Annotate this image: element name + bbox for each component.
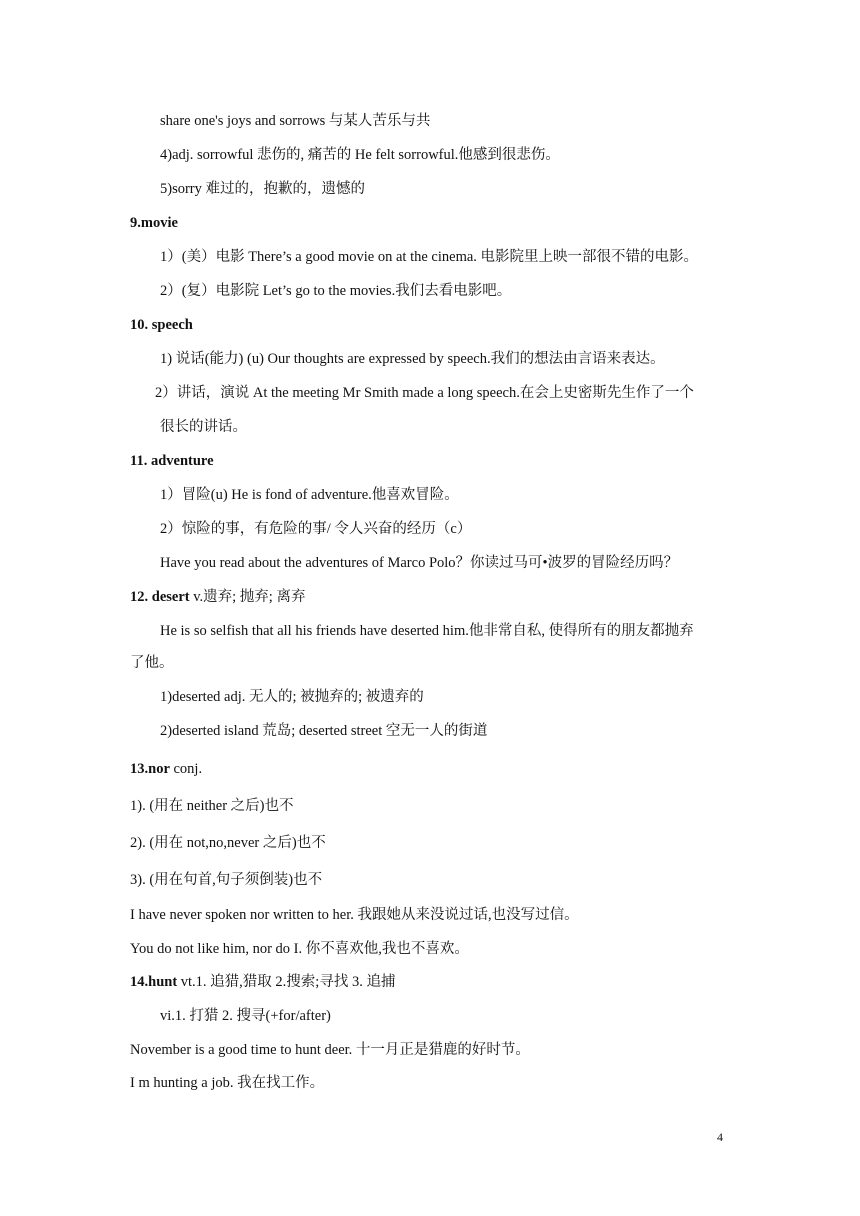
text-line: 1）冒险(u) He is fond of adventure.他喜欢冒险。 [160, 487, 459, 503]
text-line: 了他。 [130, 655, 174, 671]
text-line: vi.1. 打猎 2. 搜寻(+for/after) [160, 1008, 331, 1024]
text-line: 1）(美）电影 There’s a good movie on at the cinema. 电影院里上映一部很不错的电影。 [160, 249, 699, 265]
text-line: 2). (用在 not,no,never 之后)也不 [130, 835, 326, 851]
page-number: 4 [717, 1130, 723, 1144]
entry-heading: 9.movie [130, 215, 178, 231]
text-line: 5)sorry 难过的，抱歉的，遗憾的 [160, 181, 366, 197]
entry-heading: 12. desert v.遗弃; 抛弃; 离弃 [130, 589, 306, 605]
text-line: 很长的讲话。 [160, 419, 247, 435]
text-line: 2）讲话，演说 At the meeting Mr Smith made a long speech.在会上史密斯先生作了一个 [155, 385, 694, 401]
text-line: November is a good time to hunt deer. 十一月正是猎鹿的好时节。 [130, 1042, 530, 1058]
text-line: 3). (用在句首,句子须倒装)也不 [130, 872, 323, 888]
text-line: 1). (用在 neither 之后)也不 [130, 798, 294, 814]
text-line: Have you read about the adventures of Marco Polo？你读过马可•波罗的冒险经历吗？ [160, 555, 679, 571]
text-line: share one's joys and sorrows 与某人苦乐与共 [160, 113, 431, 129]
text-line: I m hunting a job. 我在找工作。 [130, 1075, 325, 1091]
text-line: 1) 说话(能力) (u) Our thoughts are expressed by speech.我们的想法由言语来表达。 [160, 351, 665, 367]
entry-heading: 10. speech [130, 317, 193, 333]
text-line: 2）(复）电影院 Let’s go to the movies.我们去看电影吧。 [160, 283, 512, 299]
text-line: You do not like him, nor do I. 你不喜欢他,我也不喜欢。 [130, 941, 469, 957]
entry-heading: 11. adventure [130, 453, 214, 469]
text-line: I have never spoken nor written to her. 我跟她从来没说过话,也没写过信。 [130, 907, 579, 923]
entry-heading: 13.nor conj. [130, 761, 203, 777]
entry-heading: 14.hunt vt.1. 追猎,猎取 2.搜索;寻找 3. 追捕 [130, 974, 396, 990]
text-line: He is so selfish that all his friends have deserted him.他非常自私, 使得所有的朋友都抛弃 [160, 623, 694, 639]
text-line: 4)adj. sorrowful 悲伤的, 痛苦的 He felt sorrowful.他感到很悲伤。 [160, 147, 560, 163]
text-line: 2）惊险的事，有危险的事/ 令人兴奋的经历（c） [160, 521, 472, 537]
text-line: 2)deserted island 荒岛; deserted street 空无一人的街道 [160, 723, 488, 739]
text-line: 1)deserted adj. 无人的; 被抛弃的; 被遗弃的 [160, 689, 424, 705]
